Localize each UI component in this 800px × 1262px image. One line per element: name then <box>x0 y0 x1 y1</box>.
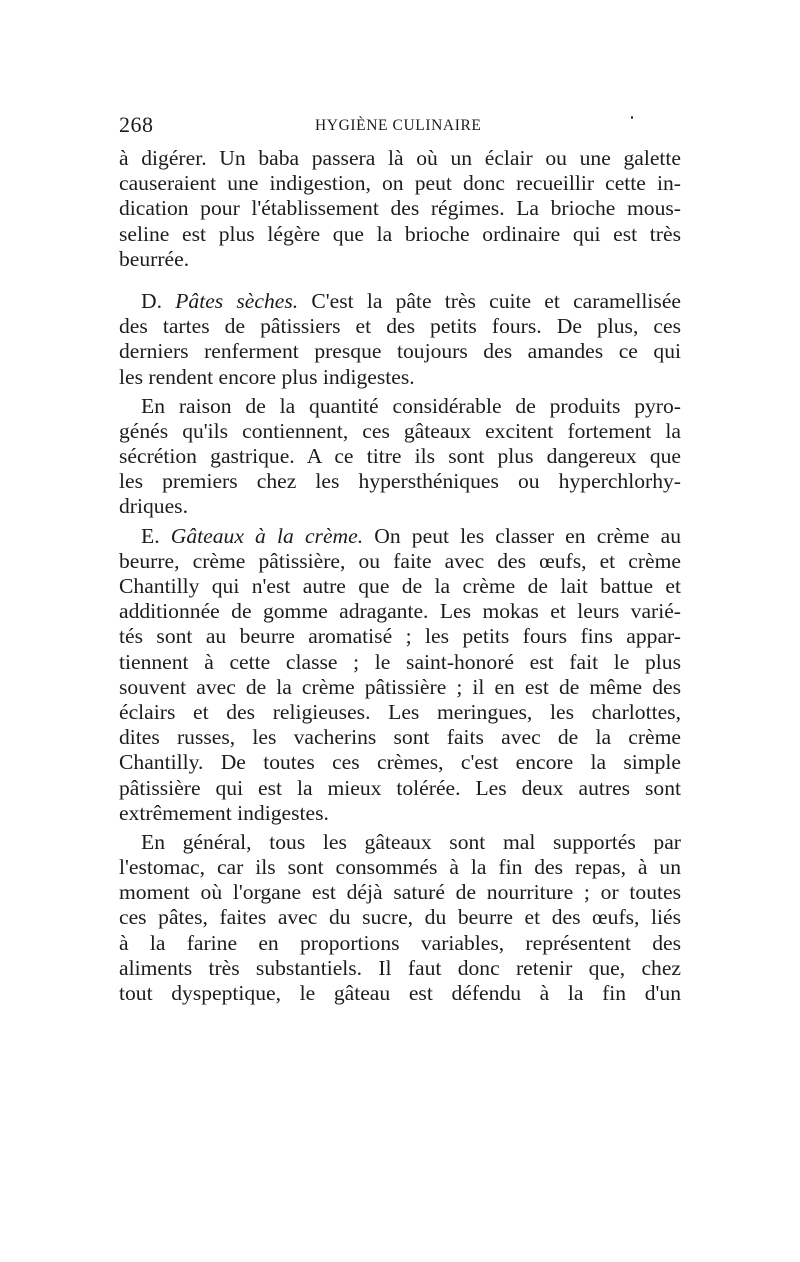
text-line: des tartes de pâtissiers et des petits fours. De plus, ces <box>119 314 681 339</box>
paragraph <box>119 394 681 520</box>
text-line: beurre, crème pâtissière, ou faite avec des œufs, et crème <box>119 548 681 573</box>
text-run: On peut les classer en crème au <box>374 523 681 548</box>
section-title: Gâteaux à la crème. <box>170 523 364 548</box>
text-line: additionnée de gomme adragante. Les mokas et leurs varié- <box>119 599 681 624</box>
text-line: seline est plus légère que la brioche ordinaire qui est très <box>119 221 681 246</box>
text-line: ces pâtes, faites avec du sucre, du beurre et des œufs, liés <box>119 905 681 930</box>
text-line: En raison de la quantité considérable de produits pyro- <box>141 393 681 418</box>
section-label: E. <box>141 523 160 548</box>
text-line: à digérer. Un baba passera là où un éclair ou une galette <box>119 146 681 170</box>
text-line: l'estomac, car ils sont consommés à la fin des repas, à un <box>119 855 681 880</box>
text-line: tout dyspeptique, le gâteau est défendu à la fin d'un <box>119 981 681 1005</box>
book-page <box>119 112 681 1006</box>
text-line: causeraient une indigestion, on peut donc recueillir cette in- <box>119 171 681 196</box>
paragraph-continuation <box>119 146 681 272</box>
text-line: aliments très substantiels. Il faut donc retenir que, chez <box>119 955 681 980</box>
text-line: les rendent encore plus indigestes. <box>119 364 415 389</box>
paragraph-gateaux-creme <box>119 524 681 826</box>
paragraph-pates-seches <box>119 289 681 390</box>
paragraph <box>119 830 681 1006</box>
section-title: Pâtes sèches. <box>175 288 299 313</box>
text-line: éclairs et des religieuses. Les meringues, les charlottes, <box>119 699 681 724</box>
text-line: Chantilly qui n'est autre que de la crème de lait battue et <box>119 574 681 598</box>
text-line: En général, tous les gâteaux sont mal supportés par <box>141 829 681 854</box>
text-line: souvent avec de la crème pâtissière ; il en est de même des <box>119 674 681 699</box>
text-line: beurrée. <box>119 246 190 271</box>
ink-speck <box>631 116 633 119</box>
text-line: dication pour l'établissement des régimes. La brioche mous- <box>119 196 681 221</box>
text-line: pâtissière qui est la mieux tolérée. Les deux autres sont <box>119 775 681 800</box>
text-line: extrêmement indigestes. <box>119 800 329 825</box>
text-line: moment où l'organe est déjà saturé de nourriture ; or toutes <box>119 880 681 905</box>
text-line: les premiers chez les hypersthéniques ou hyperchlorhy- <box>119 469 681 494</box>
text-line: tiennent à cette classe ; le saint-honoré est fait le plus <box>119 649 681 674</box>
page-number: 268 <box>119 112 154 137</box>
text-line: Chantilly. De toutes ces crèmes, c'est encore la simple <box>119 750 681 775</box>
running-header <box>119 112 681 142</box>
text-run: C'est la pâte très cuite et caramellisée <box>311 288 681 313</box>
section-label: D. <box>141 288 162 313</box>
text-line: dites russes, les vacherins sont faits avec de la crème <box>119 725 681 750</box>
text-line: tés sont au beurre aromatisé ; les petits fours fins appar- <box>119 624 681 649</box>
text-line <box>119 524 681 549</box>
running-title: HYGIÈNE CULINAIRE <box>315 117 482 134</box>
text-line: sécrétion gastrique. A ce titre ils sont plus dangereux que <box>119 444 681 469</box>
text-line: driques. <box>119 494 188 519</box>
text-line <box>119 289 681 314</box>
text-line: derniers renferment presque toujours des amandes ce qui <box>119 339 681 364</box>
text-line: à la farine en proportions variables, représentent des <box>119 930 681 955</box>
text-line: génés qu'ils contiennent, ces gâteaux excitent fortement la <box>119 418 681 443</box>
